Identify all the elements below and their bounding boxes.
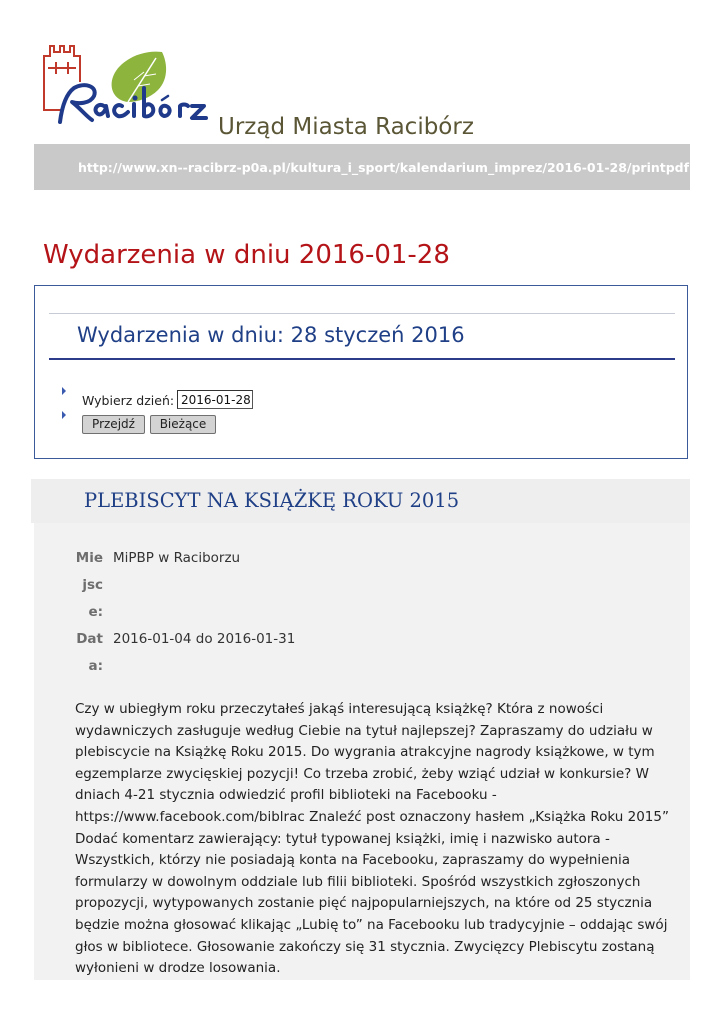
- page-title: Wydarzenia w dniu 2016-01-28: [43, 240, 450, 270]
- go-button[interactable]: Przejdź: [82, 415, 145, 434]
- place-label: Miejsce:: [75, 550, 103, 620]
- title-underline: [49, 358, 675, 360]
- leaf-icon: [112, 52, 167, 102]
- tower-icon: [44, 46, 80, 110]
- url-bar: [34, 144, 690, 190]
- bullet-arrow-icon: [62, 387, 66, 395]
- page-url[interactable]: http://www.xn--racibrz-p0a.pl/kultura_i_sport/kalendarium_imprez/2016-01-28/printpdf: [78, 160, 690, 175]
- bullet-arrow-icon: [62, 411, 66, 419]
- logo-graphic: [40, 40, 210, 132]
- place-value: MiPBP w Raciborzu: [113, 550, 241, 566]
- organization-name: Urząd Miasta Racibórz: [218, 114, 474, 140]
- date-picker-label: Wybierz dzień:: [82, 393, 175, 408]
- divider: [49, 313, 675, 314]
- date-input[interactable]: [177, 390, 253, 409]
- event-header: [31, 479, 690, 523]
- event-details: [34, 523, 690, 980]
- event-description: Czy w ubiegłym roku przeczytałeś jakąś interesującą książkę? Która z nowości wydawniczych zasługuje według Ciebie na tytuł najlepszej? Zapraszamy do udziału w plebiscycie na Książkę Roku 2015. Do wygrania atrakcyjne nagrody książkowe, w tym egzemplarze zwycięskiej pozycji! Co trzeba zrobić, żeby wziąć udział w konkursie? W dniach 4-21 stycznia odwiedzić profil biblioteki na Facebooku - https://www.facebook.com/biblrac Znaleźć post oznaczony hasłem „Książka Roku 2015” Dodać komentarz zawierający: tytuł typowanej książki, imię i nazwisko autora -Wszystkich, którzy nie posiadają konta na Facebooku, zapraszamy do wypełnienia formularzy w dowolnym oddziale lub filii biblioteki. Spośród wszystkich zgłoszonych propozycji, wytypowanych zostanie pięć najpopularniejszych, na które od 25 stycznia będzie można głosować klikając „Lubię to” na Facebooku lub tradycyjnie – oddając swój głos w bibliotece. Głosowanie zakończy się 31 stycznia. Zwycięzcy Plebiscytu zostaną wyłonieni w drodze losowania.: [75, 701, 669, 977]
- city-logo: [40, 40, 210, 132]
- event-title[interactable]: PLEBISCYT NA KSIĄŻKĘ ROKU 2015: [84, 489, 460, 512]
- date-label: Data:: [76, 631, 103, 674]
- date-value: 2016-01-04 do 2016-01-31: [113, 631, 296, 647]
- calendar-title: Wydarzenia w dniu: 28 styczeń 2016: [77, 323, 465, 347]
- events-calendar-box: [34, 285, 688, 459]
- today-button[interactable]: Bieżące: [150, 415, 216, 434]
